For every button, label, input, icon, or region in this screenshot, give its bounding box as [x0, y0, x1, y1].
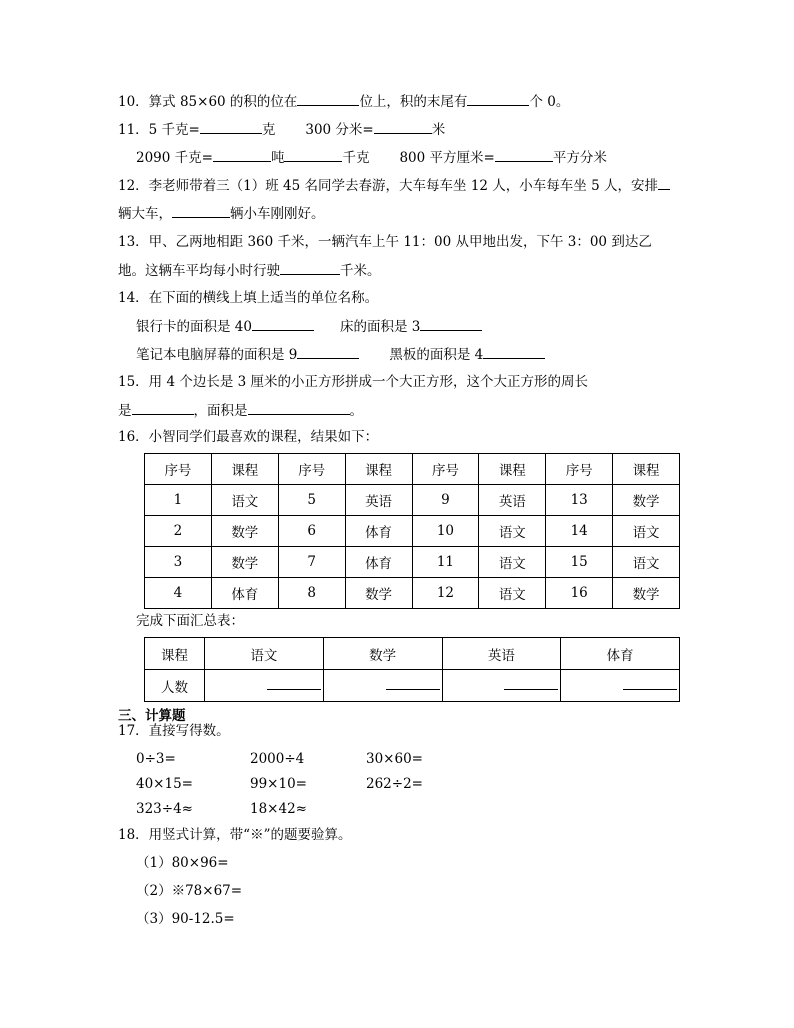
- summary-count-row: [145, 670, 680, 702]
- q10-text-c: 个 0。: [529, 94, 570, 110]
- question-13-line-2: [118, 261, 381, 280]
- q14-blank-3[interactable]: [297, 345, 359, 359]
- table-cell: 数学: [613, 485, 680, 516]
- count-cell-pe[interactable]: [561, 670, 680, 702]
- question-16-title: [118, 428, 378, 446]
- q17-title: 17．直接写得数。: [118, 723, 230, 739]
- table-cell: 4: [145, 578, 212, 609]
- question-11-line-2: [136, 148, 607, 167]
- q12-text-c: 辆小车刚刚好。: [230, 206, 325, 222]
- table-cell: 体育: [345, 516, 412, 547]
- question-17-title: [118, 722, 230, 740]
- q11-text-d: 米: [431, 122, 446, 138]
- table-row: [145, 578, 680, 609]
- table-cell: 语文: [479, 578, 546, 609]
- q14-text-e: 黑板的面积是 4: [389, 347, 484, 363]
- q15-text-d: 。: [349, 403, 363, 419]
- summary-header-cell: 体育: [561, 638, 680, 670]
- q11-text-c: 300 分米=: [305, 122, 374, 138]
- table-cell: 12: [412, 578, 479, 609]
- table-cell: 体育: [211, 578, 278, 609]
- table-cell: 数学: [211, 516, 278, 547]
- table-cell: 2: [145, 516, 212, 547]
- count-blank[interactable]: [504, 679, 558, 690]
- q15-text-b: 是: [118, 403, 132, 419]
- table-cell: 数学: [613, 578, 680, 609]
- q13-text-b: 地。这辆车平均每小时行驶: [118, 263, 280, 279]
- summary-table: [144, 637, 680, 702]
- table-header-row: [145, 454, 680, 485]
- header-cell: 课程: [613, 454, 680, 485]
- question-12-line-2: [118, 204, 325, 223]
- q13-blank-1[interactable]: [280, 261, 340, 275]
- q10-blank-2[interactable]: [467, 92, 529, 106]
- count-cell-english[interactable]: [442, 670, 561, 702]
- table-cell: 8: [278, 578, 345, 609]
- count-cell-chinese[interactable]: [205, 670, 324, 702]
- q18-item: （1）80×96=: [136, 855, 229, 871]
- q10-text-b: 位上，积的末尾有: [359, 94, 468, 110]
- q14-text-c: 床的面积是 3: [339, 319, 421, 335]
- q18-item: （3）90-12.5=: [136, 911, 235, 927]
- q17-item: 18×42≈: [250, 801, 307, 817]
- q11-text-a: 11．5 千克=: [118, 122, 200, 138]
- table-cell: 英语: [479, 485, 546, 516]
- q11-blank-3[interactable]: [213, 148, 271, 162]
- question-14-line-2: [136, 345, 545, 364]
- q12-blank-1[interactable]: [658, 176, 670, 190]
- header-cell: 序号: [145, 454, 212, 485]
- question-15-line-2: [118, 401, 363, 420]
- q11-text-g: 千克: [342, 150, 370, 166]
- q13-text-a: 13．甲、乙两地相距 360 千米，一辆汽车上午 11：00 从甲地出发，下午 3：00 到达乙: [118, 234, 652, 250]
- table-cell: 3: [145, 547, 212, 578]
- table-cell: 5: [278, 485, 345, 516]
- q11-text-b: 克: [261, 122, 276, 138]
- question-15-line-1: [118, 373, 588, 391]
- summary-header-row: [145, 638, 680, 670]
- table-cell: 数学: [211, 547, 278, 578]
- q13-text-c: 千米。: [340, 263, 381, 279]
- q10-blank-1[interactable]: [297, 92, 359, 106]
- question-13-line-1: [118, 233, 652, 251]
- q17-item: 30×60=: [366, 751, 423, 767]
- table-cell: 10: [412, 516, 479, 547]
- table-row: [145, 516, 680, 547]
- table-cell: 语文: [613, 547, 680, 578]
- q17-item: 0÷3=: [136, 751, 176, 767]
- q14-text-a: 14．在下面的横线上填上适当的单位名称。: [118, 290, 379, 306]
- table-cell: 数学: [345, 578, 412, 609]
- q14-blank-1[interactable]: [252, 317, 314, 331]
- table-cell: 15: [546, 547, 613, 578]
- header-cell: 课程: [479, 454, 546, 485]
- count-blank[interactable]: [386, 679, 440, 690]
- q16-title: 16．小智同学们最喜欢的课程，结果如下：: [118, 429, 379, 445]
- table-cell: 1: [145, 485, 212, 516]
- header-cell: 序号: [278, 454, 345, 485]
- question-10: [118, 92, 569, 111]
- q11-blank-1[interactable]: [200, 120, 262, 134]
- q12-text-a: 12．李老师带着三（1）班 45 名同学去春游，大车每车坐 12 人，小车每车坐 5 人，安排: [118, 178, 658, 194]
- table-cell: 体育: [345, 547, 412, 578]
- table-cell: 14: [546, 516, 613, 547]
- q17-item: 323÷4≈: [136, 801, 193, 817]
- q18-item: （2）※78×67=: [136, 883, 243, 899]
- table-cell: 6: [278, 516, 345, 547]
- table-cell: 语文: [479, 516, 546, 547]
- table-row: [145, 547, 680, 578]
- header-cell: 序号: [546, 454, 613, 485]
- table-cell: 16: [546, 578, 613, 609]
- q18-title: 18．用竖式计算，带“※”的题要验算。: [118, 827, 352, 843]
- q14-text-b: 银行卡的面积是 40: [136, 319, 252, 335]
- q17-item: 99×10=: [250, 776, 307, 792]
- summary-header-cell: 课程: [145, 638, 205, 670]
- table-cell: 13: [546, 485, 613, 516]
- q11-text-h: 800 平方厘米=: [399, 150, 495, 166]
- q14-blank-4[interactable]: [483, 345, 545, 359]
- table-cell: 11: [412, 547, 479, 578]
- table-cell: 英语: [345, 485, 412, 516]
- table-cell: 语文: [211, 485, 278, 516]
- q10-text-a: 10．算式 85×60 的积的位在: [118, 94, 298, 110]
- q14-text-d: 笔记本电脑屏幕的面积是 9: [136, 347, 298, 363]
- table-row: [145, 485, 680, 516]
- q11-blank-2[interactable]: [374, 120, 432, 134]
- question-12-line-1: [118, 176, 670, 195]
- header-cell: 课程: [211, 454, 278, 485]
- question-14-line-1: [136, 317, 482, 336]
- q16-summary-title: 完成下面汇总表：: [136, 613, 244, 629]
- summary-header-cell: 数学: [323, 638, 442, 670]
- q11-blank-5[interactable]: [495, 148, 553, 162]
- count-blank[interactable]: [623, 679, 677, 690]
- q12-blank-2[interactable]: [172, 204, 230, 218]
- q17-item: 2000÷4: [250, 751, 305, 767]
- summary-header-cell: 语文: [205, 638, 324, 670]
- q11-text-f: 吨: [270, 150, 285, 166]
- q11-blank-4[interactable]: [284, 148, 342, 162]
- q11-text-e: 2090 千克=: [136, 150, 213, 166]
- q15-text-a: 15．用 4 个边长是 3 厘米的小正方形拼成一个大正方形，这个大正方形的周长: [118, 374, 589, 390]
- q15-blank-2[interactable]: [248, 401, 350, 415]
- summary-title: [136, 612, 244, 630]
- count-cell-math[interactable]: [323, 670, 442, 702]
- question-14-title: [118, 289, 378, 307]
- q11-text-i: 平方分米: [552, 150, 607, 166]
- table-cell: 语文: [613, 516, 680, 547]
- q14-blank-2[interactable]: [420, 317, 482, 331]
- table-cell: 语文: [479, 547, 546, 578]
- q15-text-c: ，面积是: [193, 403, 248, 419]
- course-survey-table: [144, 453, 680, 609]
- table-cell: 7: [278, 547, 345, 578]
- q15-blank-1[interactable]: [132, 401, 194, 415]
- section-3-heading: 三、计算题: [118, 708, 186, 724]
- question-18-title: [118, 826, 351, 844]
- q12-text-b: 辆大车，: [118, 206, 172, 222]
- summary-header-cell: 英语: [442, 638, 561, 670]
- summary-row-label: 人数: [145, 670, 205, 702]
- header-cell: 课程: [345, 454, 412, 485]
- question-11-line-1: [118, 120, 445, 139]
- q17-item: 262÷2=: [366, 776, 423, 792]
- count-blank[interactable]: [267, 679, 321, 690]
- q17-item: 40×15=: [136, 776, 193, 792]
- table-cell: 9: [412, 485, 479, 516]
- header-cell: 序号: [412, 454, 479, 485]
